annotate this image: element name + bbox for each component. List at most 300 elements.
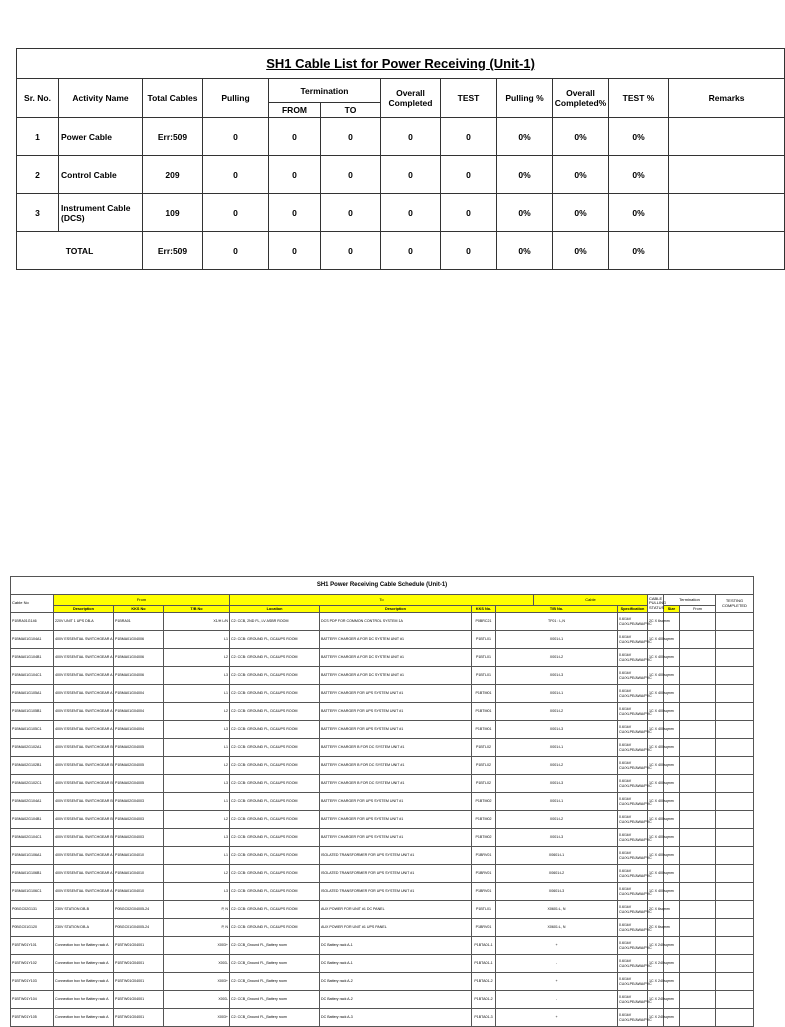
cell-to-description: BATTERY CHARGER FOR UPS SYSTEM UNIT #1 bbox=[320, 829, 472, 847]
cell-termination-from bbox=[680, 685, 716, 703]
cell-to-kks-no: P1BTM02 bbox=[472, 829, 496, 847]
summary-cell-termination-to: 0 bbox=[321, 118, 381, 156]
total-pulling-pct: 0% bbox=[497, 232, 553, 270]
cell-specification: 0.6/1kV CU/XLPE/AWA/PVC bbox=[618, 955, 648, 973]
cell-from-kks-no: P1BMA01G04006 bbox=[114, 667, 164, 685]
header-location: Location bbox=[230, 606, 320, 613]
table-row bbox=[11, 901, 754, 919]
cell-termination-from bbox=[680, 721, 716, 739]
cell-to-tb-no: X001:L1 bbox=[496, 793, 618, 811]
cell-from-kks-no: P1BMA02G04005 bbox=[114, 757, 164, 775]
summary-cell-total-cables: 209 bbox=[143, 156, 203, 194]
cell-from-description: 400V ESSENTIAL SWITCHGEAR A bbox=[54, 649, 114, 667]
cell-from-description: 400V ESSENTIAL SWITCHGEAR B bbox=[54, 757, 114, 775]
cell-from-description: 400V ESSENTIAL SWITCHGEAR A bbox=[54, 847, 114, 865]
total-termination-from: 0 bbox=[269, 232, 321, 270]
cell-size: 2C X 6sqmm bbox=[648, 901, 664, 919]
cell-size: 1C X 400sqmm bbox=[648, 883, 664, 901]
cell-to-description: DC Battery rack A-1 bbox=[320, 937, 472, 955]
table-row bbox=[11, 1009, 754, 1027]
cell-to-kks-no: P0BRC21 bbox=[472, 613, 496, 631]
cell-to-tb-no: X001:L3 bbox=[496, 721, 618, 739]
cell-termination-to bbox=[716, 649, 754, 667]
table-row bbox=[11, 685, 754, 703]
cell-to-description: BATTERY CHARGER B FOR DC SYSTEM UNIT #1 bbox=[320, 739, 472, 757]
cell-from-description: 400V ESSENTIAL SWITCHGEAR A bbox=[54, 883, 114, 901]
summary-cell-pulling: 0 bbox=[203, 156, 269, 194]
summary-row bbox=[17, 118, 785, 156]
cell-from-kks-no: P0BGC02G04005-24 bbox=[114, 901, 164, 919]
cell-from-tb-no: X003+ bbox=[164, 937, 230, 955]
cell-from-kks-no: P1BTW01G04001 bbox=[114, 973, 164, 991]
cell-termination-from bbox=[680, 847, 716, 865]
cell-size: 1C X 400sqmm bbox=[648, 739, 664, 757]
summary-cell-test-pct: 0% bbox=[609, 156, 669, 194]
cell-to-description: BATTERY CHARGER FOR UPS SYSTEM UNIT #1 bbox=[320, 793, 472, 811]
cell-to-kks-no: P1BTL01 bbox=[472, 667, 496, 685]
cell-to-tb-no: - bbox=[496, 991, 618, 1009]
cell-to-description: DCS PDP FOR COMMON CONTROL SYSTEM 1A bbox=[320, 613, 472, 631]
cell-to-tb-no: + bbox=[496, 973, 618, 991]
cell-from-tb-no: L1 bbox=[164, 631, 230, 649]
cell-location: C2: CCB: GROUND FL, DC&UPS ROOM bbox=[230, 739, 320, 757]
cell-from-description: 400V ESSENTIAL SWITCHGEAR B bbox=[54, 775, 114, 793]
cell-cable-no: P1BMA02G102B1 bbox=[11, 757, 54, 775]
cell-to-kks-no: P1BTM02 bbox=[472, 793, 496, 811]
total-cables: Err:509 bbox=[143, 232, 203, 270]
cell-to-kks-no: P1BTL02 bbox=[472, 775, 496, 793]
cell-from-kks-no: P1BMA01G04006 bbox=[114, 649, 164, 667]
cell-cable-no: P1BRA01G146 bbox=[11, 613, 54, 631]
cell-cable-no: P1BMA02G102A1 bbox=[11, 739, 54, 757]
total-termination-to: 0 bbox=[321, 232, 381, 270]
cell-cable-no: P1BTW01Y101 bbox=[11, 937, 54, 955]
summary-cell-total-cables: Err:509 bbox=[143, 118, 203, 156]
cell-location: C2: CCB: GROUND FL, DC&UPS ROOM bbox=[230, 667, 320, 685]
table-row bbox=[11, 757, 754, 775]
cable-schedule-table bbox=[10, 576, 754, 1027]
cell-from-tb-no: L3 bbox=[164, 721, 230, 739]
header-from-group: From bbox=[54, 595, 230, 606]
cell-from-kks-no: P1BMA01G04010 bbox=[114, 847, 164, 865]
cell-from-description: 400V ESSENTIAL SWITCHGEAR B bbox=[54, 829, 114, 847]
cell-termination-to bbox=[716, 667, 754, 685]
cell-from-tb-no: L1 bbox=[164, 685, 230, 703]
cell-to-tb-no: X0601:L2 bbox=[496, 865, 618, 883]
summary-cell-sr-no: 3 bbox=[17, 194, 59, 232]
cell-to-tb-no: X001:L2 bbox=[496, 811, 618, 829]
cell-to-tb-no: X001:L3 bbox=[496, 829, 618, 847]
summary-cell-remarks bbox=[669, 156, 785, 194]
cell-location: C2: CCB: GROUND FL, DC&UPS ROOM bbox=[230, 847, 320, 865]
cell-to-description: BATTERY CHARGER FOR UPS SYSTEM UNIT #1 bbox=[320, 811, 472, 829]
cell-to-tb-no: X001:L3 bbox=[496, 667, 618, 685]
header-remarks: Remarks bbox=[669, 79, 785, 118]
summary-cell-sr-no: 2 bbox=[17, 156, 59, 194]
summary-cell-overall-completed: 0 bbox=[381, 194, 441, 232]
cell-cable-no: P1BMA01G105C1 bbox=[11, 721, 54, 739]
cell-termination-from bbox=[680, 775, 716, 793]
table-row bbox=[11, 649, 754, 667]
cell-size: 1C X 400sqmm bbox=[648, 703, 664, 721]
header-termination-from: FROM bbox=[269, 103, 321, 118]
cell-specification: 0.6/1kV CU/XLPE/AWA/PVC bbox=[618, 775, 648, 793]
cell-from-tb-no: X003+ bbox=[164, 973, 230, 991]
cell-to-kks-no: P1BTL01 bbox=[472, 649, 496, 667]
cell-termination-to bbox=[716, 955, 754, 973]
table-row bbox=[11, 955, 754, 973]
cell-to-kks-no: P1BTA01-3 bbox=[472, 1009, 496, 1027]
cell-to-tb-no: + bbox=[496, 937, 618, 955]
cell-termination-to bbox=[716, 703, 754, 721]
cell-termination-from bbox=[680, 631, 716, 649]
cell-to-description: BATTERY CHARGER A FOR DC SYSTEM UNIT #1 bbox=[320, 649, 472, 667]
summary-row bbox=[17, 156, 785, 194]
summary-cell-remarks bbox=[669, 194, 785, 232]
cell-termination-from bbox=[680, 973, 716, 991]
header-pulling-pct: Pulling % bbox=[497, 79, 553, 118]
cell-specification: 0.6/1kV CU/XLPE/AWA/PVC bbox=[618, 685, 648, 703]
cell-location: C2: CCB_Ground FL_Battery room bbox=[230, 991, 320, 1009]
cell-from-kks-no: P1BMA02G04003 bbox=[114, 811, 164, 829]
cell-to-kks-no: P1BRV01 bbox=[472, 865, 496, 883]
cell-specification: 0.6/1kV CU/XLPE/AWA/PVC bbox=[618, 865, 648, 883]
summary-cell-sr-no: 1 bbox=[17, 118, 59, 156]
cell-termination-from bbox=[680, 937, 716, 955]
cell-from-tb-no: X003+ bbox=[164, 1009, 230, 1027]
table-row bbox=[11, 793, 754, 811]
total-label: TOTAL bbox=[17, 232, 143, 270]
cell-from-tb-no: X1/H L/N bbox=[164, 613, 230, 631]
cell-location: C2: CCB: GROUND FL, DC&UPS ROOM bbox=[230, 811, 320, 829]
summary-cell-test: 0 bbox=[441, 118, 497, 156]
summary-cell-termination-from: 0 bbox=[269, 156, 321, 194]
cell-termination-to bbox=[716, 883, 754, 901]
summary-cell-activity-name: Control Cable bbox=[59, 156, 143, 194]
header-test: TEST bbox=[441, 79, 497, 118]
cell-size: 1C X 400sqmm bbox=[648, 649, 664, 667]
cell-to-description: DC Battery rack A-2 bbox=[320, 991, 472, 1009]
cell-specification: 0.6/1kV CU/XLPE/AWA/PVC bbox=[618, 919, 648, 937]
summary-row bbox=[17, 194, 785, 232]
total-overall-completed-pct: 0% bbox=[553, 232, 609, 270]
cell-from-tb-no: L2 bbox=[164, 703, 230, 721]
cell-to-description: BATTERY CHARGER B FOR DC SYSTEM UNIT #1 bbox=[320, 757, 472, 775]
cell-cable-no: P1BMA02G104A1 bbox=[11, 793, 54, 811]
cell-to-kks-no: P1BTM01 bbox=[472, 721, 496, 739]
cell-from-tb-no: L2 bbox=[164, 757, 230, 775]
cell-specification: 0.6/1kV CU/XLPE/AWA/PVC bbox=[618, 757, 648, 775]
cell-from-kks-no: P1BTW01G04001 bbox=[114, 937, 164, 955]
cell-termination-from bbox=[680, 811, 716, 829]
cell-to-description: BATTERY CHARGER A FOR DC SYSTEM UNIT #1 bbox=[320, 667, 472, 685]
cell-from-description: 400V ESSENTIAL SWITCHGEAR B bbox=[54, 793, 114, 811]
cell-from-description: 400V ESSENTIAL SWITCHGEAR A bbox=[54, 631, 114, 649]
cell-specification: 0.6/1kV CU/XLPE/AWA/PVC bbox=[618, 973, 648, 991]
cell-from-tb-no: L3 bbox=[164, 667, 230, 685]
cell-from-tb-no: X003- bbox=[164, 991, 230, 1009]
header-from-kks-no: KKS No bbox=[114, 606, 164, 613]
cell-termination-to bbox=[716, 973, 754, 991]
cell-from-kks-no: P1BRA01 bbox=[114, 613, 164, 631]
cell-to-description: BATTERY CHARGER FOR UPS SYSTEM UNIT #1 bbox=[320, 703, 472, 721]
cell-specification: 0.6/1kV CU/XLPE/AWA/PVC bbox=[618, 937, 648, 955]
header-to-group: To bbox=[230, 595, 534, 606]
header-testing-completed: TESTING COMPLETED bbox=[716, 595, 754, 613]
cell-termination-from bbox=[680, 883, 716, 901]
cell-from-kks-no: P1BTW01G04001 bbox=[114, 1009, 164, 1027]
cell-from-kks-no: P1BMA01G04010 bbox=[114, 865, 164, 883]
summary-total-row bbox=[17, 232, 785, 270]
cell-size: 1C X 400sqmm bbox=[648, 829, 664, 847]
cell-from-tb-no: L2 bbox=[164, 649, 230, 667]
summary-cell-termination-to: 0 bbox=[321, 156, 381, 194]
cell-from-kks-no: P1BMA02G04003 bbox=[114, 793, 164, 811]
cell-size: 1C X 400sqmm bbox=[648, 721, 664, 739]
cell-location: C2: CCB_Ground FL_Battery room bbox=[230, 1009, 320, 1027]
cell-termination-to bbox=[716, 793, 754, 811]
cell-location: C2: CCB: GROUND FL, DC&UPS ROOM bbox=[230, 919, 320, 937]
cell-termination-from bbox=[680, 865, 716, 883]
summary-cell-test-pct: 0% bbox=[609, 118, 669, 156]
cell-to-kks-no: P1BRV01 bbox=[472, 883, 496, 901]
total-pulling: 0 bbox=[203, 232, 269, 270]
cell-to-description: DC Battery rack A-3 bbox=[320, 1009, 472, 1027]
cell-to-tb-no: X001:L1 bbox=[496, 685, 618, 703]
cell-specification: 0.6/1kV CU/XLPE/AWA/PVC bbox=[618, 991, 648, 1009]
table-row bbox=[11, 739, 754, 757]
cell-from-tb-no: L2 bbox=[164, 865, 230, 883]
cell-size: 1C X 240sqmm bbox=[648, 955, 664, 973]
cell-to-kks-no: P1BTA01-1 bbox=[472, 955, 496, 973]
cell-termination-to bbox=[716, 775, 754, 793]
cell-termination-to bbox=[716, 631, 754, 649]
cell-specification: 0.6/1kV CU/XLPE/AWA/PVC bbox=[618, 829, 648, 847]
cell-cable-no: P0BGC01G120 bbox=[11, 919, 54, 937]
header-sr-no: Sr. No. bbox=[17, 79, 59, 118]
header-test-pct: TEST % bbox=[609, 79, 669, 118]
summary-cell-pulling: 0 bbox=[203, 194, 269, 232]
cell-size: 1C X 240sqmm bbox=[648, 1009, 664, 1027]
cell-size: 2C X 6sqmm bbox=[648, 613, 664, 631]
cell-from-description: 400V ESSENTIAL SWITCHGEAR A bbox=[54, 685, 114, 703]
cell-termination-from bbox=[680, 613, 716, 631]
cell-to-kks-no: P1BTM02 bbox=[472, 811, 496, 829]
cell-cable-no: P0BGC02G131 bbox=[11, 901, 54, 919]
table-row bbox=[11, 775, 754, 793]
cell-size: 2C X 6sqmm bbox=[648, 919, 664, 937]
cell-from-description: 400V ESSENTIAL SWITCHGEAR A bbox=[54, 703, 114, 721]
cell-specification: 0.6/1kV CU/XLPE/AWA/PVC bbox=[618, 793, 648, 811]
summary-body bbox=[17, 118, 785, 232]
cell-from-description: 220V UNIT 1 UPS DB-A bbox=[54, 613, 114, 631]
cell-from-description: Connection box for Battery rack A bbox=[54, 991, 114, 1009]
table-row bbox=[11, 973, 754, 991]
cell-from-tb-no: P, N bbox=[164, 901, 230, 919]
cell-termination-from bbox=[680, 991, 716, 1009]
cell-termination-from bbox=[680, 1009, 716, 1027]
cell-from-description: 230V STATION DB-A bbox=[54, 919, 114, 937]
cell-cable-no: P1BMA01G104A1 bbox=[11, 631, 54, 649]
cell-cable-no: P1BMA02G102C1 bbox=[11, 775, 54, 793]
table-row bbox=[11, 883, 754, 901]
summary-cell-test: 0 bbox=[441, 156, 497, 194]
cell-from-description: Connection box for Battery rack A bbox=[54, 973, 114, 991]
cell-cable-no: P1BMA01G105B1 bbox=[11, 703, 54, 721]
cell-location: C2: CCB: GROUND FL, DC&UPS ROOM bbox=[230, 829, 320, 847]
cell-to-tb-no: X0601:L, N bbox=[496, 919, 618, 937]
cell-size: 1C X 400sqmm bbox=[648, 847, 664, 865]
cell-to-kks-no: P1BTL02 bbox=[472, 739, 496, 757]
cell-location: C2: CCB: GROUND FL, DC&UPS ROOM bbox=[230, 793, 320, 811]
cell-from-kks-no: P1BMA02G04005 bbox=[114, 739, 164, 757]
header-total-cables: Total Cables bbox=[143, 79, 203, 118]
cell-size: 1C X 240sqmm bbox=[648, 991, 664, 1009]
cell-from-description: 400V ESSENTIAL SWITCHGEAR A bbox=[54, 865, 114, 883]
cell-location: C2: CCB: GROUND FL, DC&UPS ROOM bbox=[230, 901, 320, 919]
cell-from-tb-no: L1 bbox=[164, 739, 230, 757]
cell-specification: 0.6/1kV CU/XLPE/AWA/PVC bbox=[618, 631, 648, 649]
cell-termination-to bbox=[716, 757, 754, 775]
cell-cable-no: P1BMA01G105A1 bbox=[11, 685, 54, 703]
cell-from-kks-no: P1BTW01G04001 bbox=[114, 955, 164, 973]
cell-specification: 0.6/1kV CU/XLPE/AWA/PVC bbox=[618, 613, 648, 631]
cell-from-description: Connection box for Battery rack A bbox=[54, 1009, 114, 1027]
header-specification: Specification bbox=[618, 606, 648, 613]
cell-to-tb-no: X001:L1 bbox=[496, 739, 618, 757]
total-overall-completed: 0 bbox=[381, 232, 441, 270]
header-termination-group: Termination bbox=[664, 595, 716, 606]
header-cable-group: Cable bbox=[534, 595, 648, 606]
cell-from-tb-no: X003- bbox=[164, 955, 230, 973]
cell-termination-from bbox=[680, 667, 716, 685]
cell-specification: 0.6/1kV CU/XLPE/AWA/PVC bbox=[618, 721, 648, 739]
summary-cell-activity-name: Power Cable bbox=[59, 118, 143, 156]
cell-termination-to bbox=[716, 721, 754, 739]
cell-to-tb-no: X001:L1 bbox=[496, 631, 618, 649]
cell-from-kks-no: P1BMA01G04006 bbox=[114, 631, 164, 649]
cell-to-tb-no: X0601:L3 bbox=[496, 883, 618, 901]
cell-from-description: 400V ESSENTIAL SWITCHGEAR A bbox=[54, 667, 114, 685]
cell-from-tb-no: P, N bbox=[164, 919, 230, 937]
total-test: 0 bbox=[441, 232, 497, 270]
table-row bbox=[11, 937, 754, 955]
cell-to-description: ISOLATED TRANSFORMER FOR UPS SYSTEM UNIT #1 bbox=[320, 847, 472, 865]
cell-specification: 0.6/1kV CU/XLPE/AWA/PVC bbox=[618, 739, 648, 757]
cell-to-tb-no: X001:L2 bbox=[496, 703, 618, 721]
cell-cable-no: P1BMA01G104B1 bbox=[11, 649, 54, 667]
header-cable-pulling-status: CABLE PULLING STATUS bbox=[648, 595, 664, 613]
header-termination: Termination bbox=[269, 79, 381, 103]
cell-cable-no: P1BMA01G106B1 bbox=[11, 865, 54, 883]
cell-to-kks-no: P1BTM01 bbox=[472, 685, 496, 703]
cell-from-tb-no: L1 bbox=[164, 847, 230, 865]
summary-cell-remarks bbox=[669, 118, 785, 156]
header-termination-to: TO bbox=[321, 103, 381, 118]
cell-to-kks-no: P1BTA01-1 bbox=[472, 937, 496, 955]
cell-cable-no: P1BTW01Y102 bbox=[11, 955, 54, 973]
cell-from-tb-no: L3 bbox=[164, 775, 230, 793]
cell-termination-from bbox=[680, 793, 716, 811]
cell-cable-no: P1BMA02G104B1 bbox=[11, 811, 54, 829]
cell-termination-to bbox=[716, 685, 754, 703]
table-row bbox=[11, 919, 754, 937]
cell-to-description: DC Battery rack A-2 bbox=[320, 973, 472, 991]
cell-size: 1C X 400sqmm bbox=[648, 631, 664, 649]
cell-to-description: BATTERY CHARGER A FOR DC SYSTEM UNIT #1 bbox=[320, 631, 472, 649]
schedule-title: SH1 Power Receiving Cable Schedule (Unit-1) bbox=[11, 577, 754, 595]
cell-termination-from bbox=[680, 649, 716, 667]
cell-from-tb-no: L3 bbox=[164, 829, 230, 847]
cell-termination-to bbox=[716, 847, 754, 865]
cell-specification: 0.6/1kV CU/XLPE/AWA/PVC bbox=[618, 649, 648, 667]
header-pulling: Pulling bbox=[203, 79, 269, 118]
cell-cable-no: P1BMA02G104C1 bbox=[11, 829, 54, 847]
cell-size: 1C X 400sqmm bbox=[648, 865, 664, 883]
cell-location: C2: CCB_Ground FL_Battery room bbox=[230, 973, 320, 991]
header-overall-completed: Overall Completed bbox=[381, 79, 441, 118]
cell-size: 1C X 240sqmm bbox=[648, 937, 664, 955]
cell-to-description: AUX POWER FOR UNIT #1 DC PANEL bbox=[320, 901, 472, 919]
cell-location: C2: CCB: GROUND FL, DC&UPS ROOM bbox=[230, 757, 320, 775]
summary-cell-activity-name: Instrument Cable (DCS) bbox=[59, 194, 143, 232]
cell-location: C2: CCB: GROUND FL, DC&UPS ROOM bbox=[230, 883, 320, 901]
cell-from-kks-no: P1BMA01G04004 bbox=[114, 721, 164, 739]
cell-termination-to bbox=[716, 613, 754, 631]
summary-cell-overall-completed-pct: 0% bbox=[553, 194, 609, 232]
summary-cell-termination-from: 0 bbox=[269, 194, 321, 232]
cell-size: 1C X 240sqmm bbox=[648, 973, 664, 991]
cell-specification: 0.6/1kV CU/XLPE/AWA/PVC bbox=[618, 667, 648, 685]
header-activity-name: Activity Name bbox=[59, 79, 143, 118]
cell-cable-no: P1BTW01Y104 bbox=[11, 991, 54, 1009]
cell-termination-to bbox=[716, 919, 754, 937]
cell-location: C2: CCB_Ground FL_Battery room bbox=[230, 937, 320, 955]
cell-termination-from bbox=[680, 739, 716, 757]
cell-from-description: 400V ESSENTIAL SWITCHGEAR B bbox=[54, 739, 114, 757]
cell-from-tb-no: L1 bbox=[164, 793, 230, 811]
cell-termination-to bbox=[716, 901, 754, 919]
summary-cell-overall-completed: 0 bbox=[381, 156, 441, 194]
header-overall-completed-pct: Overall Completed% bbox=[553, 79, 609, 118]
header-from-tb-no: T/B No bbox=[164, 606, 230, 613]
cell-termination-to bbox=[716, 1009, 754, 1027]
cell-termination-from bbox=[680, 919, 716, 937]
cell-specification: 0.6/1kV CU/XLPE/AWA/PVC bbox=[618, 811, 648, 829]
cell-size: 1C X 400sqmm bbox=[648, 775, 664, 793]
cell-to-tb-no: - bbox=[496, 955, 618, 973]
cell-from-kks-no: P1BMA01G04004 bbox=[114, 703, 164, 721]
cell-to-kks-no: P1BRV01 bbox=[472, 919, 496, 937]
table-row bbox=[11, 613, 754, 631]
total-test-pct: 0% bbox=[609, 232, 669, 270]
cell-to-tb-no: X001:L3 bbox=[496, 775, 618, 793]
cell-location: C2: CCB: GROUND FL, DC&UPS ROOM bbox=[230, 703, 320, 721]
cell-to-description: DC Battery rack A-1 bbox=[320, 955, 472, 973]
cell-cable-no: P1BMA01G106A1 bbox=[11, 847, 54, 865]
summary-cell-test: 0 bbox=[441, 194, 497, 232]
cell-specification: 0.6/1kV CU/XLPE/AWA/PVC bbox=[618, 703, 648, 721]
summary-cell-pulling-pct: 0% bbox=[497, 118, 553, 156]
summary-cell-total-cables: 109 bbox=[143, 194, 203, 232]
cell-termination-from bbox=[680, 757, 716, 775]
summary-cell-overall-completed-pct: 0% bbox=[553, 118, 609, 156]
cell-from-description: Connection box for Battery rack A bbox=[54, 937, 114, 955]
cell-to-description: BATTERY CHARGER B FOR DC SYSTEM UNIT #1 bbox=[320, 775, 472, 793]
cell-to-description: AUX POWER FOR UNIT #1 UPS PANEL bbox=[320, 919, 472, 937]
cell-to-description: BATTERY CHARGER FOR UPS SYSTEM UNIT #1 bbox=[320, 721, 472, 739]
cell-termination-from bbox=[680, 829, 716, 847]
